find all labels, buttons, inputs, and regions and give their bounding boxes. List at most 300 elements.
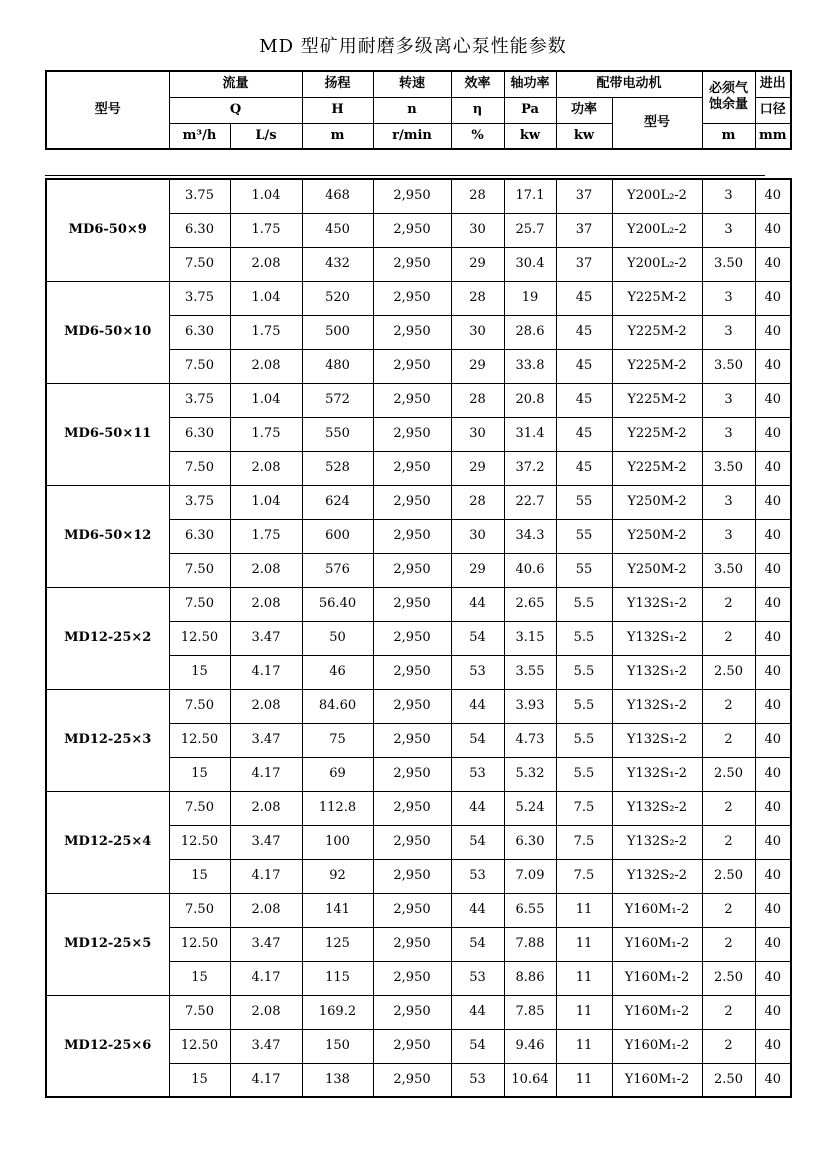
header-flow-unit-m3h: m³/h bbox=[169, 123, 230, 149]
value-cell: 40 bbox=[755, 247, 791, 281]
table-row bbox=[46, 689, 791, 723]
value-cell: 2,950 bbox=[373, 281, 451, 315]
value-cell: 28 bbox=[451, 281, 504, 315]
value-cell: 11 bbox=[556, 995, 612, 1029]
value-cell: 10.64 bbox=[504, 1063, 556, 1097]
value-cell: 7.50 bbox=[169, 791, 230, 825]
header-port-line1: 进出 bbox=[755, 71, 791, 97]
value-cell: 3 bbox=[702, 417, 755, 451]
value-cell: 520 bbox=[302, 281, 373, 315]
value-cell: 2,950 bbox=[373, 621, 451, 655]
header-motor-model: 型号 bbox=[612, 97, 702, 149]
value-cell: 2,950 bbox=[373, 553, 451, 587]
body-table bbox=[45, 178, 792, 1098]
value-cell: 6.30 bbox=[504, 825, 556, 859]
value-cell: 30 bbox=[451, 417, 504, 451]
value-cell: 40 bbox=[755, 757, 791, 791]
value-cell: 40 bbox=[755, 791, 791, 825]
value-cell: 2,950 bbox=[373, 485, 451, 519]
value-cell: 45 bbox=[556, 281, 612, 315]
value-cell: 40.6 bbox=[504, 553, 556, 587]
value-cell: 1.04 bbox=[230, 485, 302, 519]
value-cell: 2,950 bbox=[373, 179, 451, 213]
value-cell: 1.75 bbox=[230, 519, 302, 553]
value-cell: 54 bbox=[451, 621, 504, 655]
value-cell: 69 bbox=[302, 757, 373, 791]
header-port-unit: mm bbox=[755, 123, 791, 149]
value-cell: 3.75 bbox=[169, 179, 230, 213]
header-shaft-power-symbol: Pa bbox=[504, 97, 556, 123]
header-flow-symbol: Q bbox=[169, 97, 302, 123]
value-cell: 2 bbox=[702, 791, 755, 825]
table-row bbox=[46, 281, 791, 315]
value-cell: 2.50 bbox=[702, 757, 755, 791]
value-cell: 29 bbox=[451, 553, 504, 587]
value-cell: 2,950 bbox=[373, 247, 451, 281]
value-cell: 11 bbox=[556, 927, 612, 961]
value-cell: 12.50 bbox=[169, 927, 230, 961]
value-cell: 1.04 bbox=[230, 179, 302, 213]
value-cell: 2,950 bbox=[373, 315, 451, 349]
table-row bbox=[46, 485, 791, 519]
value-cell: 54 bbox=[451, 825, 504, 859]
header-npsh bbox=[702, 71, 755, 123]
value-cell: 600 bbox=[302, 519, 373, 553]
value-cell: 432 bbox=[302, 247, 373, 281]
value-cell: 7.50 bbox=[169, 689, 230, 723]
value-cell: 40 bbox=[755, 179, 791, 213]
value-cell: 138 bbox=[302, 1063, 373, 1097]
pump-model-cell: MD12-25×3 bbox=[46, 689, 169, 791]
value-cell: 7.50 bbox=[169, 893, 230, 927]
value-cell: 15 bbox=[169, 859, 230, 893]
value-cell: Y225M-2 bbox=[612, 281, 702, 315]
value-cell: Y160M₁-2 bbox=[612, 961, 702, 995]
table-row bbox=[46, 995, 791, 1029]
value-cell: 45 bbox=[556, 349, 612, 383]
value-cell: 1.04 bbox=[230, 383, 302, 417]
value-cell: 2 bbox=[702, 927, 755, 961]
value-cell: Y225M-2 bbox=[612, 349, 702, 383]
value-cell: 2,950 bbox=[373, 961, 451, 995]
value-cell: Y225M-2 bbox=[612, 315, 702, 349]
header-head-symbol: H bbox=[302, 97, 373, 123]
value-cell: 28 bbox=[451, 485, 504, 519]
value-cell: 480 bbox=[302, 349, 373, 383]
value-cell: 44 bbox=[451, 893, 504, 927]
page-title: MD 型矿用耐磨多级离心泵性能参数 bbox=[259, 36, 567, 57]
value-cell: 2 bbox=[702, 689, 755, 723]
value-cell: 2,950 bbox=[373, 213, 451, 247]
value-cell: 40 bbox=[755, 893, 791, 927]
table-row bbox=[46, 791, 791, 825]
value-cell: Y250M-2 bbox=[612, 485, 702, 519]
value-cell: 2,950 bbox=[373, 1029, 451, 1063]
value-cell: 2 bbox=[702, 893, 755, 927]
value-cell: 40 bbox=[755, 553, 791, 587]
value-cell: 12.50 bbox=[169, 825, 230, 859]
value-cell: 53 bbox=[451, 961, 504, 995]
value-cell: 2.50 bbox=[702, 859, 755, 893]
value-cell: 2,950 bbox=[373, 893, 451, 927]
value-cell: 40 bbox=[755, 655, 791, 689]
pump-model-cell: MD12-25×5 bbox=[46, 893, 169, 995]
value-cell: 40 bbox=[755, 825, 791, 859]
value-cell: 84.60 bbox=[302, 689, 373, 723]
value-cell: 37.2 bbox=[504, 451, 556, 485]
value-cell: 15 bbox=[169, 655, 230, 689]
value-cell: 4.17 bbox=[230, 757, 302, 791]
value-cell: 5.5 bbox=[556, 723, 612, 757]
value-cell: 3.75 bbox=[169, 281, 230, 315]
value-cell: 7.5 bbox=[556, 791, 612, 825]
value-cell: 29 bbox=[451, 349, 504, 383]
value-cell: 450 bbox=[302, 213, 373, 247]
value-cell: 2.08 bbox=[230, 553, 302, 587]
value-cell: 2.08 bbox=[230, 349, 302, 383]
value-cell: 7.09 bbox=[504, 859, 556, 893]
value-cell: 53 bbox=[451, 859, 504, 893]
value-cell: 12.50 bbox=[169, 1029, 230, 1063]
value-cell: 1.75 bbox=[230, 213, 302, 247]
value-cell: Y250M-2 bbox=[612, 553, 702, 587]
value-cell: 2,950 bbox=[373, 1063, 451, 1097]
value-cell: 28 bbox=[451, 179, 504, 213]
value-cell: 7.50 bbox=[169, 587, 230, 621]
value-cell: 4.17 bbox=[230, 961, 302, 995]
value-cell: 54 bbox=[451, 927, 504, 961]
value-cell: 11 bbox=[556, 1063, 612, 1097]
value-cell: 7.50 bbox=[169, 995, 230, 1029]
value-cell: 53 bbox=[451, 1063, 504, 1097]
value-cell: 46 bbox=[302, 655, 373, 689]
value-cell: 2.08 bbox=[230, 791, 302, 825]
header-npsh-line2: 蚀余量 bbox=[709, 97, 749, 113]
value-cell: 6.30 bbox=[169, 213, 230, 247]
value-cell: 7.50 bbox=[169, 349, 230, 383]
value-cell: 12.50 bbox=[169, 621, 230, 655]
value-cell: 468 bbox=[302, 179, 373, 213]
value-cell: 3.47 bbox=[230, 927, 302, 961]
header-npsh-line1: 必须气 bbox=[709, 81, 749, 96]
value-cell: Y160M₁-2 bbox=[612, 1063, 702, 1097]
value-cell: 3.75 bbox=[169, 485, 230, 519]
value-cell: 30 bbox=[451, 519, 504, 553]
value-cell: 40 bbox=[755, 587, 791, 621]
value-cell: 7.5 bbox=[556, 859, 612, 893]
value-cell: 75 bbox=[302, 723, 373, 757]
value-cell: 45 bbox=[556, 451, 612, 485]
value-cell: 2,950 bbox=[373, 383, 451, 417]
value-cell: 40 bbox=[755, 995, 791, 1029]
value-cell: 169.2 bbox=[302, 995, 373, 1029]
value-cell: 2,950 bbox=[373, 791, 451, 825]
value-cell: 50 bbox=[302, 621, 373, 655]
value-cell: 30 bbox=[451, 315, 504, 349]
value-cell: 3.50 bbox=[702, 247, 755, 281]
value-cell: 5.5 bbox=[556, 655, 612, 689]
value-cell: 3.15 bbox=[504, 621, 556, 655]
value-cell: 55 bbox=[556, 553, 612, 587]
header-row-1 bbox=[46, 71, 791, 97]
value-cell: 3.50 bbox=[702, 451, 755, 485]
value-cell: 30.4 bbox=[504, 247, 556, 281]
value-cell: 572 bbox=[302, 383, 373, 417]
value-cell: 5.32 bbox=[504, 757, 556, 791]
value-cell: 3.47 bbox=[230, 825, 302, 859]
value-cell: 7.50 bbox=[169, 247, 230, 281]
value-cell: Y225M-2 bbox=[612, 451, 702, 485]
value-cell: 53 bbox=[451, 655, 504, 689]
value-cell: 528 bbox=[302, 451, 373, 485]
value-cell: 2.08 bbox=[230, 689, 302, 723]
header-speed-symbol: n bbox=[373, 97, 451, 123]
value-cell: 2,950 bbox=[373, 451, 451, 485]
value-cell: 576 bbox=[302, 553, 373, 587]
value-cell: 2,950 bbox=[373, 757, 451, 791]
value-cell: 40 bbox=[755, 281, 791, 315]
value-cell: 40 bbox=[755, 859, 791, 893]
value-cell: 40 bbox=[755, 349, 791, 383]
value-cell: 40 bbox=[755, 485, 791, 519]
header-shaft-power: 轴功率 bbox=[504, 71, 556, 97]
value-cell: Y200L₂-2 bbox=[612, 247, 702, 281]
header-port-line2: 口径 bbox=[755, 97, 791, 123]
value-cell: 125 bbox=[302, 927, 373, 961]
value-cell: Y132S₂-2 bbox=[612, 859, 702, 893]
value-cell: 53 bbox=[451, 757, 504, 791]
value-cell: 55 bbox=[556, 519, 612, 553]
value-cell: 7.88 bbox=[504, 927, 556, 961]
value-cell: 40 bbox=[755, 621, 791, 655]
value-cell: 4.17 bbox=[230, 1063, 302, 1097]
value-cell: 2,950 bbox=[373, 825, 451, 859]
value-cell: 3 bbox=[702, 485, 755, 519]
pump-model-cell: MD12-25×4 bbox=[46, 791, 169, 893]
header-efficiency-symbol: η bbox=[451, 97, 504, 123]
value-cell: 3.50 bbox=[702, 553, 755, 587]
value-cell: 6.30 bbox=[169, 315, 230, 349]
pump-model-cell: MD12-25×2 bbox=[46, 587, 169, 689]
value-cell: 11 bbox=[556, 893, 612, 927]
value-cell: 2,950 bbox=[373, 417, 451, 451]
value-cell: Y132S₁-2 bbox=[612, 723, 702, 757]
header-efficiency: 效率 bbox=[451, 71, 504, 97]
value-cell: 34.3 bbox=[504, 519, 556, 553]
value-cell: 2,950 bbox=[373, 519, 451, 553]
value-cell: 2 bbox=[702, 587, 755, 621]
table-row bbox=[46, 587, 791, 621]
body-table-rows bbox=[46, 179, 791, 1097]
pump-model-cell: MD6-50×12 bbox=[46, 485, 169, 587]
value-cell: 7.85 bbox=[504, 995, 556, 1029]
value-cell: 40 bbox=[755, 383, 791, 417]
value-cell: 40 bbox=[755, 1063, 791, 1097]
value-cell: 37 bbox=[556, 179, 612, 213]
value-cell: Y160M₁-2 bbox=[612, 927, 702, 961]
value-cell: 33.8 bbox=[504, 349, 556, 383]
value-cell: 550 bbox=[302, 417, 373, 451]
value-cell: 3 bbox=[702, 383, 755, 417]
value-cell: 19 bbox=[504, 281, 556, 315]
value-cell: 3 bbox=[702, 281, 755, 315]
value-cell: 2.08 bbox=[230, 893, 302, 927]
header-motor-power: 功率 bbox=[556, 97, 612, 123]
value-cell: 55 bbox=[556, 485, 612, 519]
value-cell: 2,950 bbox=[373, 349, 451, 383]
value-cell: 40 bbox=[755, 689, 791, 723]
header-head: 扬程 bbox=[302, 71, 373, 97]
pump-model-cell: MD6-50×10 bbox=[46, 281, 169, 383]
value-cell: 25.7 bbox=[504, 213, 556, 247]
value-cell: Y160M₁-2 bbox=[612, 1029, 702, 1063]
value-cell: 3.75 bbox=[169, 383, 230, 417]
value-cell: 115 bbox=[302, 961, 373, 995]
value-cell: 6.30 bbox=[169, 519, 230, 553]
value-cell: 4.17 bbox=[230, 859, 302, 893]
pump-model-cell: MD6-50×9 bbox=[46, 179, 169, 281]
value-cell: Y132S₁-2 bbox=[612, 621, 702, 655]
value-cell: Y160M₁-2 bbox=[612, 893, 702, 927]
value-cell: 7.50 bbox=[169, 553, 230, 587]
pump-model-cell: MD6-50×11 bbox=[46, 383, 169, 485]
value-cell: 1.04 bbox=[230, 281, 302, 315]
value-cell: 4.17 bbox=[230, 655, 302, 689]
value-cell: 3 bbox=[702, 179, 755, 213]
value-cell: 2 bbox=[702, 723, 755, 757]
value-cell: 45 bbox=[556, 383, 612, 417]
value-cell: Y132S₁-2 bbox=[612, 587, 702, 621]
value-cell: 6.30 bbox=[169, 417, 230, 451]
header-pump-model: 型号 bbox=[46, 71, 169, 149]
value-cell: 141 bbox=[302, 893, 373, 927]
value-cell: Y200L₂-2 bbox=[612, 179, 702, 213]
value-cell: 44 bbox=[451, 587, 504, 621]
value-cell: 2,950 bbox=[373, 723, 451, 757]
value-cell: 1.75 bbox=[230, 315, 302, 349]
value-cell: 112.8 bbox=[302, 791, 373, 825]
value-cell: 2.50 bbox=[702, 961, 755, 995]
value-cell: 40 bbox=[755, 723, 791, 757]
value-cell: 28.6 bbox=[504, 315, 556, 349]
header-motor-group: 配带电动机 bbox=[556, 71, 702, 97]
value-cell: 40 bbox=[755, 417, 791, 451]
value-cell: 3.93 bbox=[504, 689, 556, 723]
value-cell: 2.50 bbox=[702, 655, 755, 689]
header-table bbox=[45, 70, 792, 150]
value-cell: 3.47 bbox=[230, 723, 302, 757]
value-cell: Y225M-2 bbox=[612, 383, 702, 417]
value-cell: 3 bbox=[702, 315, 755, 349]
value-cell: Y200L₂-2 bbox=[612, 213, 702, 247]
table-row bbox=[46, 179, 791, 213]
value-cell: 45 bbox=[556, 315, 612, 349]
value-cell: Y132S₂-2 bbox=[612, 791, 702, 825]
value-cell: 40 bbox=[755, 451, 791, 485]
value-cell: 92 bbox=[302, 859, 373, 893]
value-cell: 2.65 bbox=[504, 587, 556, 621]
value-cell: 2,950 bbox=[373, 655, 451, 689]
value-cell: 5.5 bbox=[556, 757, 612, 791]
value-cell: 20.8 bbox=[504, 383, 556, 417]
value-cell: 8.86 bbox=[504, 961, 556, 995]
value-cell: 1.75 bbox=[230, 417, 302, 451]
value-cell: 3.50 bbox=[702, 349, 755, 383]
value-cell: 54 bbox=[451, 1029, 504, 1063]
value-cell: 2,950 bbox=[373, 859, 451, 893]
value-cell: 3 bbox=[702, 213, 755, 247]
header-flow: 流量 bbox=[169, 71, 302, 97]
value-cell: 3 bbox=[702, 519, 755, 553]
value-cell: Y132S₁-2 bbox=[612, 655, 702, 689]
value-cell: 624 bbox=[302, 485, 373, 519]
value-cell: 5.5 bbox=[556, 689, 612, 723]
value-cell: 2 bbox=[702, 1029, 755, 1063]
header-efficiency-unit: % bbox=[451, 123, 504, 149]
value-cell: 2.50 bbox=[702, 1063, 755, 1097]
header-shaft-power-unit: kw bbox=[504, 123, 556, 149]
value-cell: 30 bbox=[451, 213, 504, 247]
value-cell: 6.55 bbox=[504, 893, 556, 927]
value-cell: 2 bbox=[702, 825, 755, 859]
value-cell: 2 bbox=[702, 621, 755, 655]
value-cell: 11 bbox=[556, 961, 612, 995]
value-cell: Y132S₂-2 bbox=[612, 825, 702, 859]
value-cell: 2,950 bbox=[373, 587, 451, 621]
value-cell: 37 bbox=[556, 213, 612, 247]
value-cell: 44 bbox=[451, 689, 504, 723]
value-cell: 5.5 bbox=[556, 621, 612, 655]
header-motor-power-unit: kw bbox=[556, 123, 612, 149]
value-cell: Y250M-2 bbox=[612, 519, 702, 553]
value-cell: 3.55 bbox=[504, 655, 556, 689]
value-cell: Y160M₁-2 bbox=[612, 995, 702, 1029]
table-row bbox=[46, 383, 791, 417]
value-cell: 2 bbox=[702, 995, 755, 1029]
value-cell: 29 bbox=[451, 451, 504, 485]
value-cell: 11 bbox=[556, 1029, 612, 1063]
value-cell: 5.24 bbox=[504, 791, 556, 825]
value-cell: 44 bbox=[451, 791, 504, 825]
header-speed: 转速 bbox=[373, 71, 451, 97]
value-cell: 2.08 bbox=[230, 451, 302, 485]
value-cell: 29 bbox=[451, 247, 504, 281]
value-cell: 100 bbox=[302, 825, 373, 859]
value-cell: 22.7 bbox=[504, 485, 556, 519]
value-cell: 12.50 bbox=[169, 723, 230, 757]
value-cell: 40 bbox=[755, 927, 791, 961]
value-cell: 9.46 bbox=[504, 1029, 556, 1063]
value-cell: 7.5 bbox=[556, 825, 612, 859]
value-cell: 15 bbox=[169, 1063, 230, 1097]
value-cell: 28 bbox=[451, 383, 504, 417]
value-cell: 4.73 bbox=[504, 723, 556, 757]
value-cell: Y225M-2 bbox=[612, 417, 702, 451]
header-npsh-unit: m bbox=[702, 123, 755, 149]
value-cell: 7.50 bbox=[169, 451, 230, 485]
value-cell: 2,950 bbox=[373, 927, 451, 961]
body-table-top-rule bbox=[45, 175, 765, 176]
value-cell: 45 bbox=[556, 417, 612, 451]
header-head-unit: m bbox=[302, 123, 373, 149]
value-cell: 40 bbox=[755, 519, 791, 553]
value-cell: 2,950 bbox=[373, 995, 451, 1029]
value-cell: 2.08 bbox=[230, 587, 302, 621]
value-cell: 2.08 bbox=[230, 995, 302, 1029]
value-cell: 15 bbox=[169, 757, 230, 791]
value-cell: 17.1 bbox=[504, 179, 556, 213]
value-cell: 40 bbox=[755, 1029, 791, 1063]
